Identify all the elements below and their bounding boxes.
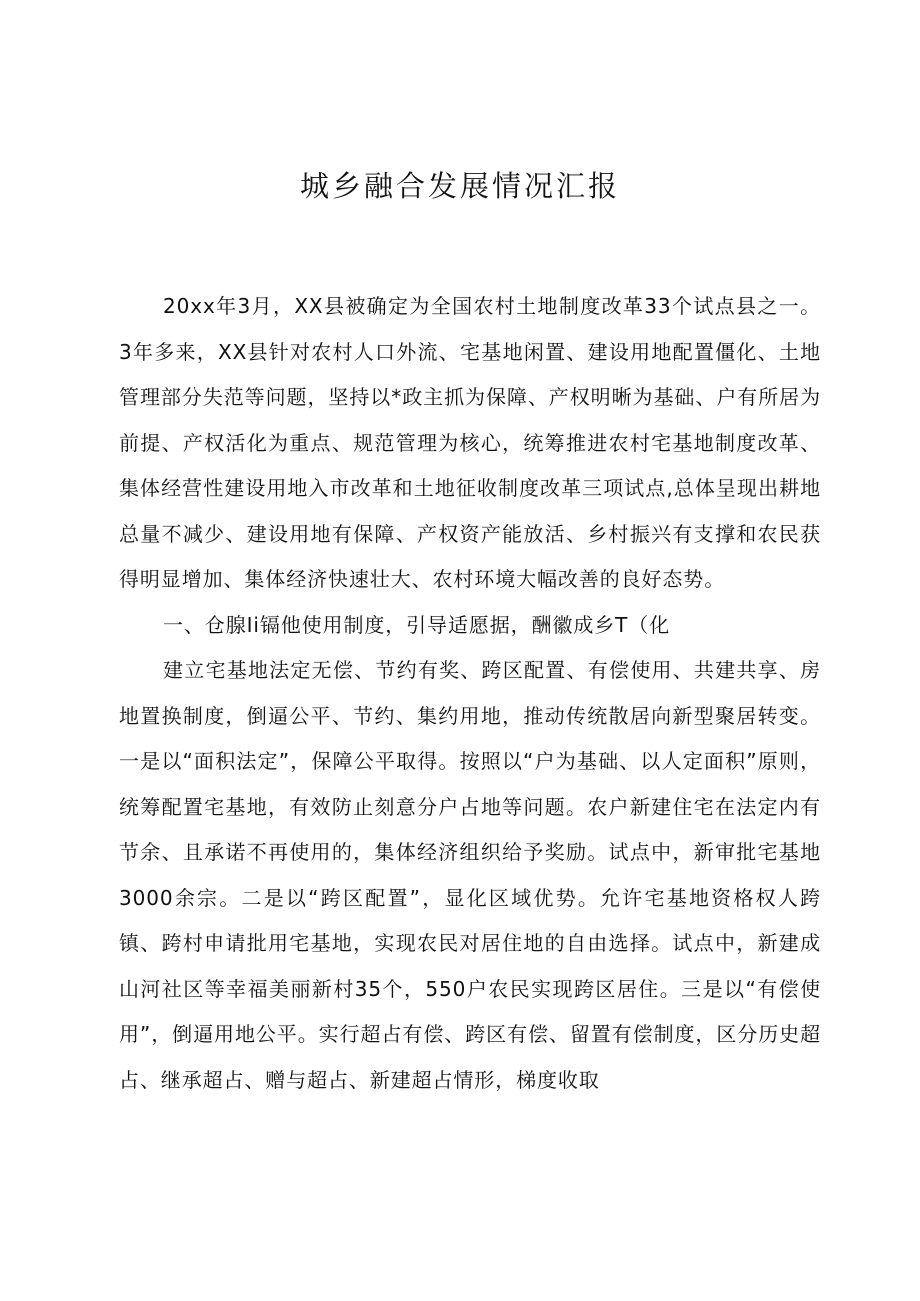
document-body [119, 284, 821, 1103]
section-paragraph: 建立宅基地法定无偿、节约有奖、跨区配置、有偿使用、共建共享、房地置换制度，倒逼公平、节约、集约用地，推动传统散居向新型聚居转变。一是以“面积法定”，保障公平取得。按照以“户为基础、以人定面积”原则，统筹配置宅基地，有效防止刻意分户占地等问题。农户新建住宅在法定内有节余、且承诺不再使用的，集体经济组织给予奖励。试点中，新审批宅基地3000余宗。二是以“跨区配置”，显化区域优势。允许宅基地资格权人跨镇、跨村申请批用宅基地，实现农民对居住地的自由选择。试点中，新建成山河社区等幸福美丽新村35个，550户农民实现跨区居住。三是以“有偿使用”，倒逼用地公平。实行超占有偿、跨区有偿、留置有偿制度，区分历史超占、继承超占、赠与超占、新建超占情形，梯度收取 [119, 658, 821, 1092]
intro-paragraph: 20xx年3月，XX县被确定为全国农村土地制度改革33个试点县之一。3年多来，XX县针对农村人口外流、宅基地闲置、建设用地配置僵化、土地管理部分失范等问题，坚持以*政主抓为保障、产权明晰为基础、户有所居为前提、产权活化为重点、规范管理为核心，统筹推进农村宅基地制度改革、集体经营性建设用地入市改革和土地征收制度改革三项试点,总体呈现出耕地总量不减少、建设用地有保障、产权资产能放活、乡村振兴有支撑和农民获得明显增加、集体经济快速壮大、农村环境大幅改善的良好态势。 [119, 294, 821, 591]
section-heading: 一、仓腺Ii镉他使用制度，引导适愿据，酬徽成乡T（化 [163, 612, 671, 637]
document-title: 城乡融合发展情况汇报 [299, 169, 620, 203]
